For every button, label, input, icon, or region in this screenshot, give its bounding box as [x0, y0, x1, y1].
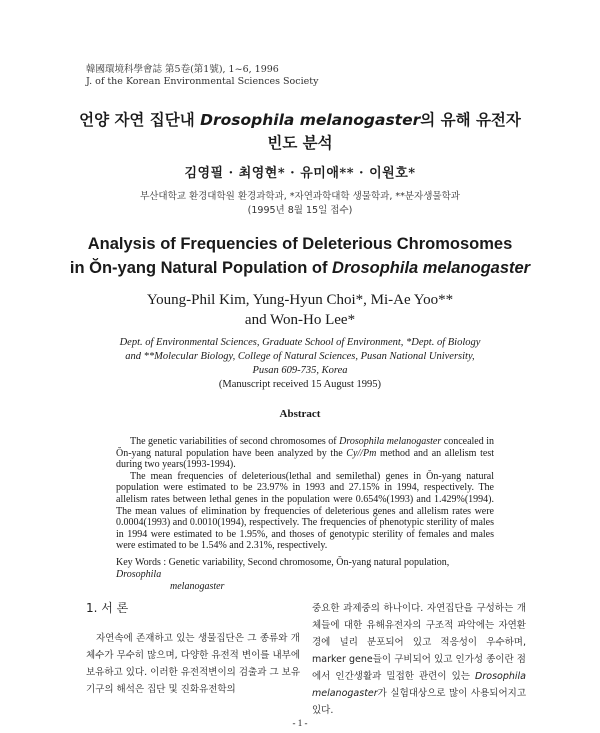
intro-paragraph-left: 자연속에 존재하고 있는 생물집단은 그 종류와 개체수가 무수히 많으며, 다양한 유전적 변이를 내부에 보유하고 있다. 이러한 유전적변이의 검출과 그 보유기구의 해석은 집단 및 진화유전학의 [86, 633, 300, 695]
affiliation-english-line2: and **Molecular Biology, College of Natural Sciences, Pusan National University, [125, 351, 475, 362]
section-heading-introduction: 1. 서 론 [86, 601, 129, 615]
journal-citation-ko: 韓國環境科學會誌 第5卷(第1號), 1~6, 1996 [86, 64, 279, 75]
title-english [0, 232, 600, 280]
title-korean [0, 109, 600, 155]
affiliation-english-line1: Dept. of Environmental Sciences, Graduate School of Environment, *Dept. of Biology [119, 337, 481, 348]
title-korean-species: Drosophila melanogaster [200, 111, 421, 129]
abstract-paragraph-1: The genetic variabilities of second chromosomes of Drosophila melanogaster concealed in Ŏn-yang natural population have been analyzed by the Cy//Pm method and an allelism test during two years(1993-1994). [116, 436, 495, 471]
keywords-species-genus: Drosophila [116, 569, 162, 580]
intro-paragraph-right: 중요한 과제중의 하나이다. 자연집단을 구성하는 개체들에 대한 유해유전자의 구조적 파악에는 자연환경에 널리 분포되어 있고 적응성이 우수하며, marker gene들이 구비되어 있고 인가성 종이란 점에서 인간생활과 밀접한 관련이 있는 Drosophila melanogaster가 실험대상으로 많이 사용되어지고 있다. [312, 603, 526, 716]
authors-english [0, 290, 600, 330]
journal-header [86, 64, 318, 88]
authors-korean: 김영필 · 최영현* · 유미애** · 이원호* [184, 166, 416, 181]
keywords-text: Key Words : Genetic variability, Second chromosome, Ŏn-yang natural population, [116, 557, 450, 568]
authors-english-line1: Young-Phil Kim, Yung-Hyun Choi*, Mi-Ae Yoo** [146, 292, 454, 308]
title-korean-line2: 빈도 분석 [267, 134, 333, 152]
affiliation-english [0, 336, 600, 392]
keywords-species-epithet: melanogaster [170, 581, 225, 592]
manuscript-received: (Manuscript received 15 August 1995) [218, 379, 382, 390]
title-english-line2: in Ŏn-yang Natural Population of Drosophila melanogaster [69, 259, 531, 277]
abstract-body [116, 436, 494, 552]
body-column-left [86, 600, 300, 698]
body-column-right [312, 600, 526, 719]
affiliation-korean [0, 190, 600, 218]
affiliation-english-line3: Pusan 609-735, Korea [252, 365, 348, 376]
title-english-species: Drosophila melanogaster [332, 259, 531, 277]
received-date-korean: (1995년 8월 15일 접수) [247, 205, 353, 216]
title-english-line1: Analysis of Frequencies of Deleterious Chromosomes [87, 235, 513, 253]
page-number: - 1 - [292, 718, 308, 728]
abstract-paragraph-2: The mean frequencies of deleterious(lethal and semilethal) genes in Ŏn-yang natural population were estimated to be 23.97% in 1993 and 27.15% in 1994, respectively. The allelism rates between lethal genes in the population were 0.654%(1993) and 1.429%(1994). The mean values of elimination by frequencies of deleterious genes and allelism rates were 0.0004(1993) and 0.0010(1994), respectively. The frequencies of phenotypic sterility of males in 1994 were estimated to be 1.95%, and thoses of genotypic sterility of females and males were estimated to be 1.54% and 2.31%, respectively. [116, 470, 494, 552]
journal-name-en: J. of the Korean Environmental Sciences Society [86, 76, 319, 87]
affiliation-korean-line1: 부산대학교 환경대학원 환경과학과, *자연과학대학 생물학과, **분자생물학과 [140, 191, 460, 202]
title-korean-line1: 언양 자연 집단내 Drosophila melanogaster의 유해 유전자 [79, 111, 521, 129]
authors-english-line2: and Won-Ho Lee* [244, 312, 356, 328]
abstract-heading: Abstract [279, 408, 321, 420]
keywords [116, 557, 494, 593]
